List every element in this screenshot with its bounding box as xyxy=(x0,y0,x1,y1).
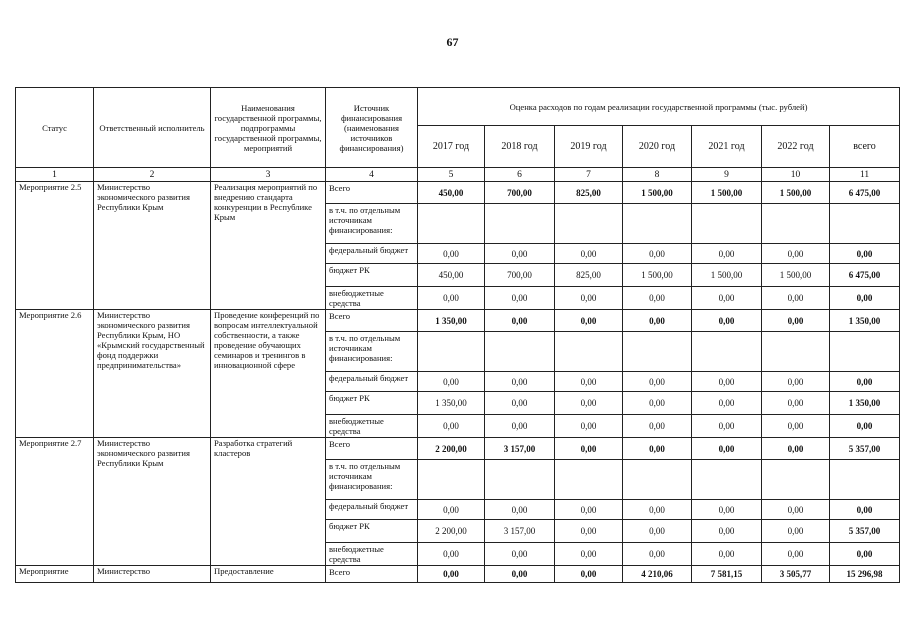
year-value-cell: 0,00 xyxy=(762,438,830,460)
total-value-cell: 0,00 xyxy=(830,244,900,264)
year-value-cell: 0,00 xyxy=(555,372,623,392)
year-value-cell xyxy=(623,460,692,500)
total-value-cell xyxy=(830,460,900,500)
year-value-cell: 0,00 xyxy=(485,392,555,415)
year-value-cell: 0,00 xyxy=(555,543,623,566)
page-number: 67 xyxy=(446,35,459,49)
year-value-cell: 1 500,00 xyxy=(762,182,830,204)
total-value-cell: 6 475,00 xyxy=(830,264,900,287)
source-cell: внебюджетные средства xyxy=(326,287,418,310)
year-value-cell: 0,00 xyxy=(418,372,485,392)
year-value-cell xyxy=(692,460,762,500)
source-cell: федеральный бюджет xyxy=(326,500,418,520)
source-cell: в т.ч. по отдельным источникам финансирования: xyxy=(326,332,418,372)
total-value-cell: 5 357,00 xyxy=(830,520,900,543)
year-value-cell xyxy=(623,204,692,244)
year-value-cell: 0,00 xyxy=(692,310,762,332)
table-row xyxy=(16,438,900,460)
year-value-cell: 0,00 xyxy=(762,415,830,438)
year-value-cell: 0,00 xyxy=(692,500,762,520)
year-value-cell: 0,00 xyxy=(555,566,623,583)
year-value-cell: 0,00 xyxy=(418,543,485,566)
column-number: 6 xyxy=(485,168,555,182)
column-number: 5 xyxy=(418,168,485,182)
source-cell: в т.ч. по отдельным источникам финансирования: xyxy=(326,460,418,500)
year-value-cell: 0,00 xyxy=(555,520,623,543)
column-number: 8 xyxy=(623,168,692,182)
year-value-cell: 0,00 xyxy=(692,543,762,566)
year-value-cell: 7 581,15 xyxy=(692,566,762,583)
year-value-cell: 0,00 xyxy=(485,543,555,566)
year-value-cell: 450,00 xyxy=(418,182,485,204)
status-cell: Мероприятие 2.7 xyxy=(16,438,94,566)
year-value-cell xyxy=(692,204,762,244)
status-cell: Мероприятие 2.6 xyxy=(16,310,94,438)
year-value-cell: 0,00 xyxy=(485,310,555,332)
source-cell: Всего xyxy=(326,310,418,332)
year-value-cell: 0,00 xyxy=(762,310,830,332)
year-value-cell: 0,00 xyxy=(418,415,485,438)
year-value-cell: 1 350,00 xyxy=(418,392,485,415)
year-value-cell: 0,00 xyxy=(623,244,692,264)
year-value-cell: 700,00 xyxy=(485,264,555,287)
year-value-cell: 0,00 xyxy=(762,287,830,310)
year-value-cell: 825,00 xyxy=(555,264,623,287)
year-value-cell: 0,00 xyxy=(623,543,692,566)
source-cell: внебюджетные средства xyxy=(326,543,418,566)
header-source: Источник финансирования (наименования источников финансирования) xyxy=(326,88,418,168)
year-value-cell: 700,00 xyxy=(485,182,555,204)
header-year: 2020 год xyxy=(623,126,692,168)
source-cell: бюджет РК xyxy=(326,392,418,415)
header-year: 2021 год xyxy=(692,126,762,168)
year-value-cell xyxy=(692,332,762,372)
source-cell: Всего xyxy=(326,182,418,204)
year-value-cell: 1 500,00 xyxy=(623,264,692,287)
year-value-cell: 0,00 xyxy=(762,372,830,392)
year-value-cell: 3 157,00 xyxy=(485,438,555,460)
header-year: 2018 год xyxy=(485,126,555,168)
source-cell: Всего xyxy=(326,566,418,583)
header-total: всего xyxy=(830,126,900,168)
status-cell: Мероприятие xyxy=(16,566,94,583)
measure-name-cell: Реализация мероприятий по внедрению стандарта конкуренции в Республике Крым xyxy=(211,182,326,310)
year-value-cell: 0,00 xyxy=(692,287,762,310)
year-value-cell: 0,00 xyxy=(418,566,485,583)
year-value-cell: 0,00 xyxy=(692,392,762,415)
year-value-cell xyxy=(555,332,623,372)
source-cell: бюджет РК xyxy=(326,520,418,543)
year-value-cell: 0,00 xyxy=(762,244,830,264)
year-value-cell: 0,00 xyxy=(762,392,830,415)
source-cell: федеральный бюджет xyxy=(326,244,418,264)
source-cell: бюджет РК xyxy=(326,264,418,287)
year-value-cell xyxy=(555,204,623,244)
column-number: 7 xyxy=(555,168,623,182)
year-value-cell: 0,00 xyxy=(485,566,555,583)
total-value-cell: 1 350,00 xyxy=(830,310,900,332)
total-value-cell xyxy=(830,332,900,372)
year-value-cell: 0,00 xyxy=(623,310,692,332)
year-value-cell: 0,00 xyxy=(762,520,830,543)
year-value-cell xyxy=(485,332,555,372)
measure-name-cell: Проведение конференций по вопросам интеллектуальной собственности, а также проведение обучающих семинаров и тренингов в инновационной сфере xyxy=(211,310,326,438)
year-value-cell: 0,00 xyxy=(623,372,692,392)
year-value-cell: 0,00 xyxy=(555,244,623,264)
source-cell: федеральный бюджет xyxy=(326,372,418,392)
total-value-cell: 0,00 xyxy=(830,500,900,520)
year-value-cell: 1 500,00 xyxy=(692,182,762,204)
year-value-cell: 0,00 xyxy=(418,244,485,264)
year-value-cell: 0,00 xyxy=(623,392,692,415)
year-value-cell: 3 505,77 xyxy=(762,566,830,583)
header-year: 2017 год xyxy=(418,126,485,168)
year-value-cell xyxy=(485,204,555,244)
executor-cell: Министерство экономического развития Республики Крым xyxy=(94,182,211,310)
header-executor: Ответственный исполнитель xyxy=(94,88,211,168)
year-value-cell: 0,00 xyxy=(692,372,762,392)
column-number: 9 xyxy=(692,168,762,182)
year-value-cell: 0,00 xyxy=(418,500,485,520)
table-row xyxy=(16,310,900,332)
year-value-cell: 0,00 xyxy=(485,372,555,392)
year-value-cell xyxy=(418,460,485,500)
year-value-cell: 1 500,00 xyxy=(692,264,762,287)
year-value-cell: 0,00 xyxy=(623,438,692,460)
total-value-cell: 0,00 xyxy=(830,372,900,392)
year-value-cell: 2 200,00 xyxy=(418,520,485,543)
year-value-cell xyxy=(418,332,485,372)
year-value-cell: 0,00 xyxy=(555,438,623,460)
column-number: 3 xyxy=(211,168,326,182)
year-value-cell: 2 200,00 xyxy=(418,438,485,460)
status-cell: Мероприятие 2.5 xyxy=(16,182,94,310)
year-value-cell: 0,00 xyxy=(555,392,623,415)
column-number: 2 xyxy=(94,168,211,182)
year-value-cell: 3 157,00 xyxy=(485,520,555,543)
column-number: 10 xyxy=(762,168,830,182)
year-value-cell: 4 210,06 xyxy=(623,566,692,583)
year-value-cell xyxy=(555,460,623,500)
year-value-cell: 0,00 xyxy=(485,244,555,264)
year-value-cell xyxy=(418,204,485,244)
year-value-cell xyxy=(623,332,692,372)
executor-cell: Министерство xyxy=(94,566,211,583)
year-value-cell: 0,00 xyxy=(623,415,692,438)
year-value-cell xyxy=(762,332,830,372)
total-value-cell: 0,00 xyxy=(830,287,900,310)
year-value-cell: 0,00 xyxy=(692,415,762,438)
budget-table xyxy=(15,87,900,583)
table-row xyxy=(16,182,900,204)
total-value-cell: 1 350,00 xyxy=(830,392,900,415)
year-value-cell: 0,00 xyxy=(485,500,555,520)
year-value-cell: 0,00 xyxy=(485,287,555,310)
year-value-cell: 825,00 xyxy=(555,182,623,204)
executor-cell: Министерство экономического развития Республики Крым, НО «Крымский государственный фонд поддержки предпринимательства» xyxy=(94,310,211,438)
executor-cell: Министерство экономического развития Республики Крым xyxy=(94,438,211,566)
year-value-cell: 0,00 xyxy=(555,500,623,520)
header-status: Статус xyxy=(16,88,94,168)
year-value-cell: 0,00 xyxy=(762,543,830,566)
total-value-cell: 15 296,98 xyxy=(830,566,900,583)
source-cell: внебюджетные средства xyxy=(326,415,418,438)
header-name: Наименования государственной программы, подпрограммы государственной программы, мероприятий xyxy=(211,88,326,168)
measure-name-cell: Разработка стратегий кластеров xyxy=(211,438,326,566)
year-value-cell: 1 500,00 xyxy=(623,182,692,204)
header-estimate: Оценка расходов по годам реализации государственной программы (тыс. рублей) xyxy=(418,88,900,126)
year-value-cell: 0,00 xyxy=(418,287,485,310)
year-value-cell: 1 350,00 xyxy=(418,310,485,332)
year-value-cell xyxy=(762,204,830,244)
year-value-cell: 0,00 xyxy=(762,500,830,520)
total-value-cell: 0,00 xyxy=(830,415,900,438)
year-value-cell: 0,00 xyxy=(692,438,762,460)
year-value-cell: 0,00 xyxy=(485,415,555,438)
year-value-cell: 0,00 xyxy=(623,520,692,543)
total-value-cell: 5 357,00 xyxy=(830,438,900,460)
column-number: 4 xyxy=(326,168,418,182)
year-value-cell: 1 500,00 xyxy=(762,264,830,287)
column-number: 11 xyxy=(830,168,900,182)
year-value-cell: 450,00 xyxy=(418,264,485,287)
header-year: 2019 год xyxy=(555,126,623,168)
year-value-cell: 0,00 xyxy=(692,244,762,264)
year-value-cell: 0,00 xyxy=(692,520,762,543)
table-row xyxy=(16,566,900,583)
year-value-cell xyxy=(762,460,830,500)
year-value-cell: 0,00 xyxy=(623,500,692,520)
year-value-cell: 0,00 xyxy=(623,287,692,310)
measure-name-cell: Предоставление xyxy=(211,566,326,583)
total-value-cell: 6 475,00 xyxy=(830,182,900,204)
header-year: 2022 год xyxy=(762,126,830,168)
source-cell: Всего xyxy=(326,438,418,460)
column-number: 1 xyxy=(16,168,94,182)
total-value-cell xyxy=(830,204,900,244)
total-value-cell: 0,00 xyxy=(830,543,900,566)
year-value-cell: 0,00 xyxy=(555,415,623,438)
source-cell: в т.ч. по отдельным источникам финансирования: xyxy=(326,204,418,244)
year-value-cell: 0,00 xyxy=(555,287,623,310)
year-value-cell: 0,00 xyxy=(555,310,623,332)
year-value-cell xyxy=(485,460,555,500)
